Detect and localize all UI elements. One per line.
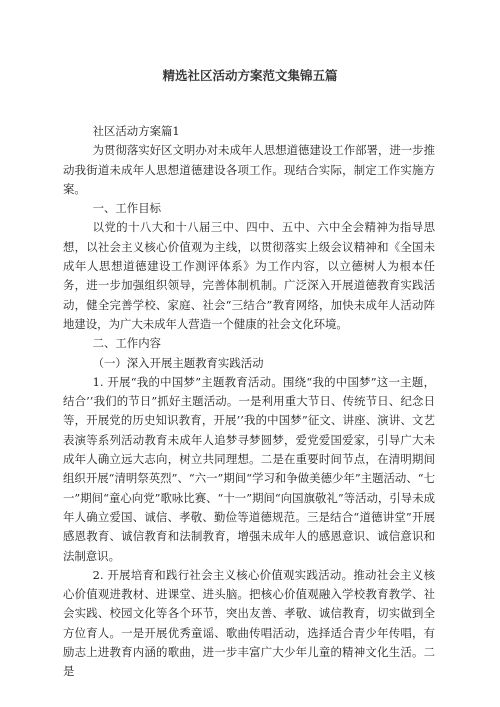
section-title: 社区活动方案篇1: [92, 124, 180, 138]
heading-work-content: 二、工作内容: [92, 336, 161, 351]
content-paragraph-2: 2. 开展培育和践行社会主义核心价值观实践活动。推动社会主义核心价值观进教材、进课堂、进头脑。把核心价值观融入学校教育教学、社会实践、校园文化等各个环节，突出友善、孝敬、诚信教育，切实做到全方位育人。一是开展优秀童谣、歌曲传唱活动，选择适合青少年传唱，有励志上进教育内涵的歌曲，进一步丰富广大少年儿童的精神文化生活。二是: [63, 567, 435, 679]
heading-work-goal: 一、工作目标: [92, 201, 161, 216]
document-title: 精选社区活动方案范文集锦五篇: [162, 68, 338, 83]
document-body: [63, 122, 435, 682]
subheading-theme-education: （一）深入开展主题教育实践活动: [92, 355, 264, 370]
content-paragraph-1: 1. 开展“我的中国梦”主题教育活动。围绕“我的中国梦”这一主题，结合’’我们的节日”抓好主题活动。一是利用重大节日、传统节日、纪念日等，开展党的历史知识教育，开展’’我的中国梦”征文、讲座、演讲、文艺表演等系列活动教育未成年人追梦寻梦圆梦，爱党爱国爱家，引导广大未成年人确立远大志向，树立共同理想。二是在重要时间节点，在清明期间组织开展“清明祭英烈”、“六一”期间“学习和争做美德少年”主题活动、“七一”期间“童心向党”歌咏比赛、“十一”期间“向国旗敬礼”等活动，引导未成年人确立爱国、诚信、孝敬、勤俭等道德规范。三是结合“道德讲堂”开展感恩教育、诚信教育和法制教育，增强未成年人的感恩意识、诚信意识和法制意识。: [63, 374, 435, 563]
goal-paragraph: 以党的十八大和十八届三中、四中、五中、六中全会精神为指导思想，以社会主义核心价值观为主线，以贯彻落实上级会议精神和《全国未成年人思想道德建设工作测评体系》为工作内容，以立德树人为根本任务，进一步加强组织领导，完善体制机制。广泛深入开展道德教育实践活动，健全完善学校、家庭、社会“三结合”教育网络，加快未成年人活动阵地建设，为广大未成年人营造一个健康的社会文化环境。: [63, 220, 435, 331]
intro-paragraph: 为贯彻落实好区文明办对未成年人思想道德建设工作部署，进一步推动我街道未成年人思想道德建设各项工作。现结合实际，制定工作实施方案。: [63, 143, 435, 196]
